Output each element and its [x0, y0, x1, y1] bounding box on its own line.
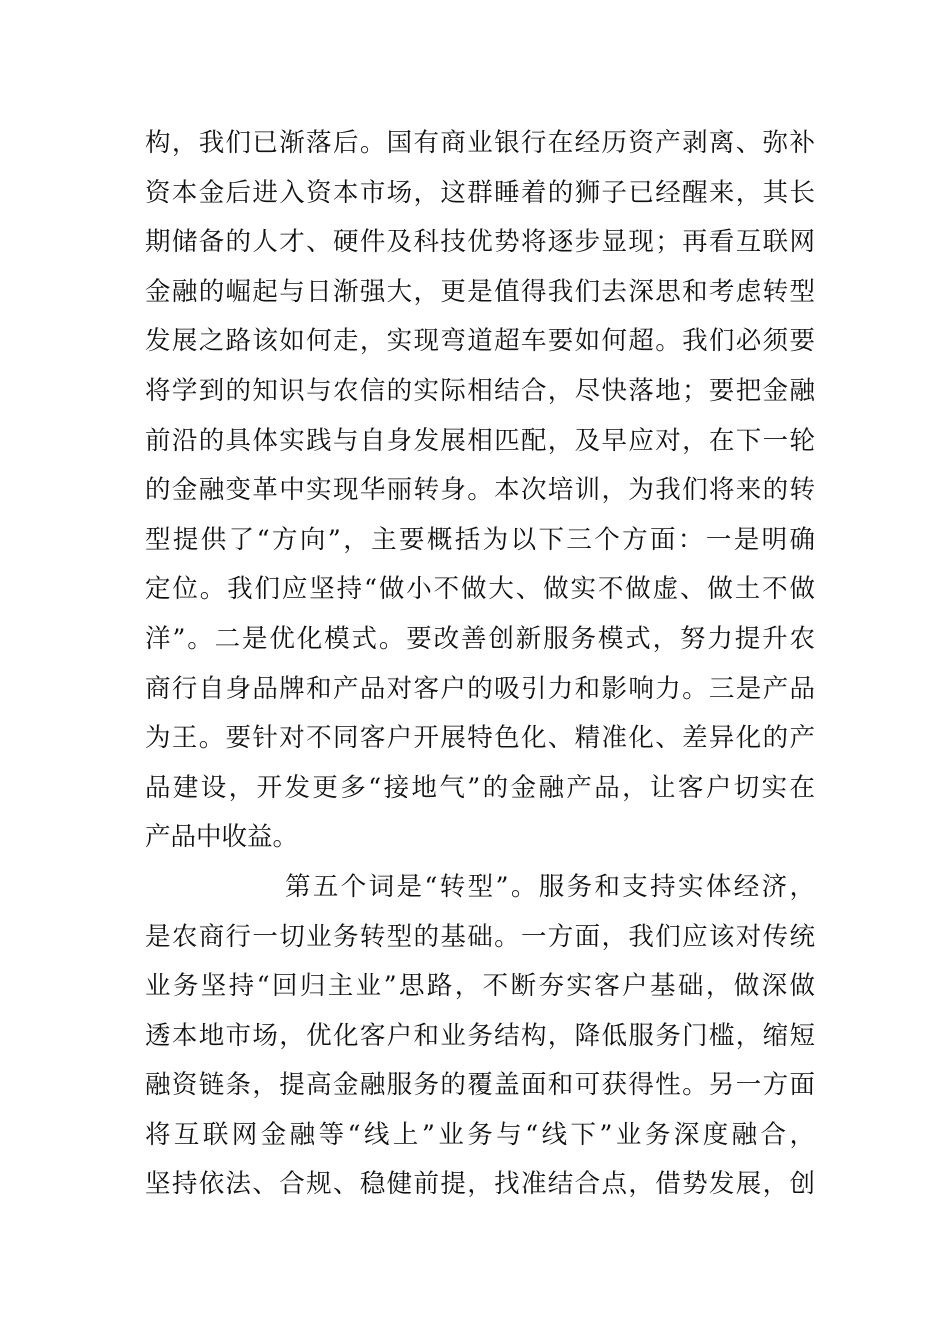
text-line: 定位。我们应坚持“做小不做大、做实不做虚、做土不做: [145, 574, 815, 605]
text-line: 将互联网金融等“线上”业务与“线下”业务深度融合，: [145, 1119, 815, 1150]
text-line: 期储备的人才、硬件及科技优势将逐步显现；再看互联网: [145, 227, 815, 258]
paragraph-first-line: 第五个词是“转型”。服务和支持实体经济，: [285, 871, 815, 902]
text-line: 品建设，开发更多“接地气”的金融产品，让客户切实在: [145, 772, 815, 803]
text-line: 是农商行一切业务转型的基础。一方面，我们应该对传统: [145, 921, 815, 952]
paragraph-end-line: 产品中收益。: [145, 822, 299, 853]
text-line: 构，我们已渐落后。国有商业银行在经历资产剥离、弥补: [145, 128, 815, 158]
text-line: 将学到的知识与农信的实际相结合，尽快落地；要把金融: [145, 375, 815, 406]
text-line: 融资链条，提高金融服务的覆盖面和可获得性。另一方面: [145, 1070, 815, 1101]
text-line: 资本金后进入资本市场，这群睡着的狮子已经醒来，其长: [145, 177, 815, 208]
text-line: 业务坚持“回归主业”思路，不断夯实客户基础，做深做: [145, 971, 815, 1002]
text-line: 的金融变革中实现华丽转身。本次培训，为我们将来的转: [145, 475, 815, 506]
text-line: 金融的崛起与日渐强大，更是值得我们去深思和考虑转型: [145, 276, 815, 307]
text-line: 透本地市场，优化客户和业务结构，降低服务门槛，缩短: [145, 1020, 815, 1051]
text-line: 前沿的具体实践与自身发展相匹配，及早应对，在下一轮: [145, 425, 815, 456]
text-line: 商行自身品牌和产品对客户的吸引力和影响力。三是产品: [145, 673, 815, 704]
text-line: 型提供了“方向”，主要概括为以下三个方面：一是明确: [145, 524, 815, 555]
text-line: 洋”。二是优化模式。要改善创新服务模式，努力提升农: [145, 623, 815, 654]
text-line: 为王。要针对不同客户开展特色化、精准化、差异化的产: [145, 723, 815, 754]
text-line: 发展之路该如何走，实现弯道超车要如何超。我们必须要: [145, 326, 815, 357]
body-text: [145, 123, 815, 1214]
text-line: 坚持依法、合规、稳健前提，找准结合点，借势发展，创: [145, 1169, 815, 1200]
